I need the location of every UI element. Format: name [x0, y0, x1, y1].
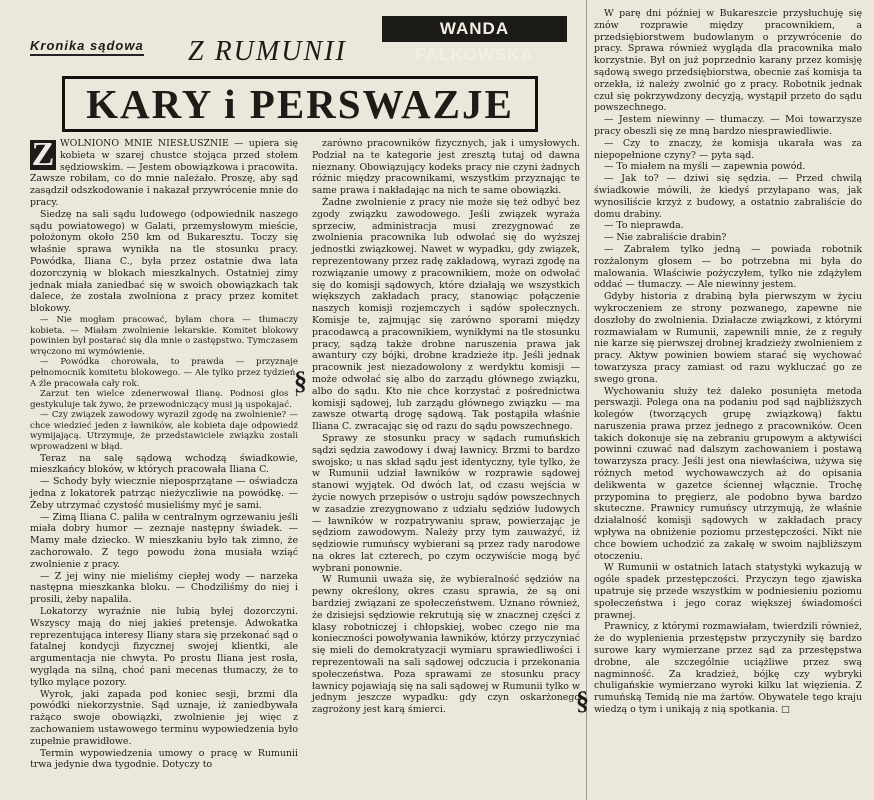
paragraph: — Jak to? — dziwi się sędzia. — Przed chwilą świadkowie mówili, że kiedyś przyłapano was, jak wynosiliście krzyż z budowy, a ostatnio zabraliście do domu drabiny.: [594, 173, 862, 220]
paragraph: W parę dni później w Bukareszcie przysłuchuję się znów rozprawie między pracownikiem, a przedsiębiorstwem budowlanym o przywrócenie do pracy. Sprawa również wygląda dla pracownika mało korzystnie. Był on już poprzednio karany przez komisję sądową swego przedsiębiorstwa, obecnie zaś komisja ta orzekła, iż należy zwolnić go z pracy. Robotnik jednak czuł się pokrzywdzony decyzją, wystąpił przeto do sądu powszechnego.: [594, 8, 862, 114]
paragraph: Teraz na salę sądową wchodzą świadkowie, mieszkańcy bloków, w których pracowała Iliana C.: [30, 452, 298, 476]
paragraph: — Jestem niewinny — tłumaczy. — Moi towarzysze pracy obeszli się ze mną bardzo niesprawiedliwie.: [594, 114, 862, 137]
paragraph: — Czy związek zawodowy wyraził zgodę na zwolnienie? — chce wiedzieć jeden z ławników, ale kobieta daje odpowiedź wymijającą. Utrzymuje, że przedstawiciele związku zostali wprowadzeni w błąd.: [30, 410, 298, 453]
column-divider: [586, 0, 587, 800]
paragraph: — Z jej winy nie mieliśmy ciepłej wody — narzeka następna mieszkanka bloku. — Chodziliśmy do niej i prosili, żeby napaliła.: [30, 570, 298, 606]
paragraph: Wychowaniu służy też daleko posunięta metoda perswazji. Polega ona na podaniu pod sąd najbliższych kolegów (tworzących grupę związkową) faktu naruszenia prawa przez jednego z pracowników. Ocen takich dokonuje się na zebraniu grupowym a aktywiści powinni czuwać nad dalszym zachowaniem i postawą towarzysza pracy. Jeśli jest ona niewłaściwa, używa się różnych metod wychowawczych aż do opisania delikwenta w gazetce ściennej włącznie. Trochę przypomina to pręgierz, ale podobno bywa bardzo skuteczne. Prawnicy rumuńscy utrzymują, że właśnie działalność komisji sądowych w zakładach pracy wpływa na obniżenie poziomu przestępczości. Nikt nie chce bowiem uchodzić za zakałę w swoim najbliższym otoczeniu.: [594, 385, 862, 562]
column-2: [312, 138, 580, 716]
subtitle: Z RUMUNII: [188, 36, 347, 67]
section-mark: §: [294, 366, 307, 395]
paragraph: — Schody były wiecznie nieposprzątane — oświadcza jedna z lokatorek patrząc nieżyczliwie na powódkę. — Żeby utrzymać czystość musieliśmy myć je sami.: [30, 476, 298, 511]
paragraph: Zarzut ten wielce zdenerwował Ilianę. Podnosi głos i gestykuluje tak żywo, że przewodniczący musi ją uspokajać.: [30, 389, 298, 410]
paragraph: Wyrok, jaki zapada pod koniec sesji, brzmi dla powódki niekorzystnie. Sąd uznaje, iż zaniedbywała rażąco swoje obowiązki, zwolnienie jej więc z zachowaniem ustawowego terminu wypowiedzenia było zupełnie prawidłowe.: [30, 688, 298, 747]
author-byline: WANDA FALKOWSKA: [382, 16, 567, 42]
paragraph: Lokatorzy wyraźnie nie lubią byłej dozorczyni. Wszyscy mają do niej jakieś pretensje. Adwokatka reprezentująca interesy Iliany stara się przekonać sąd o fatalnej kondycji fizycznej swojej klientki, ale argumentacja nie chwyta. Po prostu Iliana jest rosła, wygląda na silną, choć pani mecenas tłumaczy, że to tylko mylące pozory.: [30, 606, 298, 688]
paragraph: — Nie zabraliście drabin?: [604, 232, 727, 244]
paragraph: — Czy to znaczy, że komisja ukarała was za niepopełnione czyny? — pyta sąd.: [594, 137, 862, 161]
column-1: [30, 138, 298, 771]
paragraph: Termin wypowiedzenia umowy o pracę w Rumunii trwa jedynie dwa tygodnie. Dotyczy to: [30, 747, 298, 771]
paragraph: — Zabrałem tylko jedną — powiada robotnik rozżalonym głosem — bo potrzebna mi była do malowania. Właściwie pożyczyłem, tylko nie zdążyłem oddać — tłumaczy. — Ale niewinny jestem.: [594, 243, 862, 291]
paragraph: — Powódka chorowała, to prawda — przyznaje pełnomocnik komitetu blokowego. — Ale tylko przez tydzień. A źle pracowała cały rok.: [30, 357, 298, 389]
paragraph: Gdyby historia z drabiną była pierwszym w życiu wykroczeniem ze strony pozwanego, zapewne nie doszłoby do zwolnienia. Działacze związkowi, z którymi rozmawiałam w Rumunii, zapewnili mnie, że z reguły nie karze się pierwszej drobnej kradzieży zwolnieniem z pracy. Aktyw powinien bowiem starać się wychować towarzysza pracy zamiast od razu wykluczać go ze swego grona.: [594, 291, 862, 385]
paragraph: Żadne zwolnienie z pracy nie może się też odbyć bez zgody związku zawodowego. Jeśli związek wyraża sprzeciw, administracja musi zrezygnować ze zwolnienia pracownika lub odwołać się do wyższej jednostki związkowej. Nawet w wypadku, gdy związek, reprezentowany przez radę zakładową, wyrazi zgodę na rozwiązanie umowy z pracownikiem, może on odwołać się do komisji sądowych, które działają we wszystkich większych zakładach pracy, stanowiąc połączenie naszych komisji rozjemczych i sądów społecznych. Komisje te, zajmując się zarówno sporami między pracodawcą a pracownikiem, wynikłymi na tle stosunku pracy, sądzą także drobne naruszenia prawa jak awantury czy bójki, drobne kradzieże itp. Jeśli jednak pracownik jest niezadowolony z werdyktu komisji — może odwołać się albo do zarządu głównego związku, albo do sądu. Kto nie chce korzystać z pośrednictwa komisji sądowej, lub zarządu głównego związku — ma zawsze otwartą drogę sądową. Tak postąpiła właśnie Iliana C. zwracając się od razu do sądu powszechnego.: [312, 196, 580, 433]
paragraph: WOLNIONO MNIE NIESŁUSZNIE — upiera się kobieta w szarej chustce stojąca przed stołem sędziowskim. — Jestem obowiązkowa i pracowita. Zawsze robiłam, co do mnie należało. Proszę, aby sąd zasądził odszkodowanie i nakazał przywrócenie mnie do pracy.: [30, 138, 298, 208]
paragraph: W Rumunii w ostatnich latach statystyki wykazują w ogóle spadek przestępczości. Przyczyn tego zjawiska upatruje się przede wszystkim w podniesieniu poziomu społeczeństwa i jego coraz większej świadomości prawnej.: [594, 562, 862, 621]
paragraph: Prawnicy, z którymi rozmawiałam, twierdzili również, że do wyplenienia przestępstw przyczyniły się bardzo surowe kary wymierzane przez sąd za przestępstwa drobne, ale szczególnie uciążliwe przez swą nagminność. Za kradzież, bójkę czy wybryki chuligańskie wymierzano wyroki kilku lat więzienia. Z rumuńską Temidą nie ma żartów. Obywatele tego kraju wiedzą o tym i unikają z nią spotkania. □: [594, 621, 862, 716]
paragraph: — Nie mogłam pracować, byłam chora — tłumaczy kobieta. — Miałam zwolnienie lekarskie. Komitet blokowy powinien był postarać się dla mnie o zastępstwo. Tymczasem wręczono mi wymówienie.: [30, 314, 298, 357]
paragraph: W Rumunii uważa się, że wybieralność sędziów na pewny określony, okres czasu sprawia, że są oni bardziej związani ze społeczeństwem. Uznano również, że dzisiejsi sędziowie rekrutują się w znacznej części z klasy robotniczej i chłopskiej, wobec czego nie ma konieczności powoływania ławników, którzy przyczyniać się mieli do demokratyzacji wymiaru sprawiedliwości i reprezentowali na sali sądowej odczucia i przekonania społeczeństwa. Poza sprawami ze stosunku pracy ławnicy pojawiają się na sali sądowej w Rumunii tylko w jednym jeszcze wypadku: gdy czyn oskarżonego zagrożony jest karą śmierci.: [312, 574, 580, 716]
paragraph: Siedzę na sali sądu ludowego (odpowiednik naszego sądu powiatowego) w Galati, przemysłowym mieście, położonym około 250 km od Bukaresztu. Toczy się właśnie sprawa wynikła na tle stosunku pracy. Powódka, Iliana C., była przez ostatnie dwa lata dozorczynią w blokach mieszkalnych. Ostatniej zimy jednak miała zaniedbać się w swoich obowiązkach tak dalece, że została zwolniona z pracy przez komitet blokowy.: [30, 208, 298, 315]
paragraph: — To miałem na myśli — zapewnia powód.: [604, 161, 806, 173]
paragraph: — To nieprawda.: [604, 220, 684, 232]
section-label: Kronika sądowa: [30, 38, 144, 56]
section-mark: §: [576, 686, 589, 715]
drop-cap: Z: [31, 136, 55, 173]
paragraph: zarówno pracowników fizycznych, jak i umysłowych. Podział na te kategorie jest zresztą tutaj od dawna nieznany. Obowiązujący kodeks pracy nie czyni żadnych różnic między pracownikami, wszystkim przyznając te same prawa i nakładając na nich te same obowiązki.: [312, 138, 580, 197]
paragraph: Sprawy ze stosunku pracy w sądach rumuńskich sądzi sędzia zawodowy i dwaj ławnicy. Brzmi to bardzo swojsko; u nas skład sądu jest identyczny, tyle tylko, że w Rumunii udział ławników w rozprawie sądowej stanowi wyjątek. Od dwóch lat, od czasu wejścia w życie nowych przepisów o ustroju sądów powszechnych w zasadzie zrezygnowano z udziału sędziów ludowych — ławników w rozpatrywaniu spraw, powierzając je sędziom zawodowym. Należy przy tym zauważyć, iż sędziowie rumuńscy wybierani są przez rady narodowe na okres lat czterech, po czym oczywiście mogą być wybrani ponownie.: [312, 432, 580, 574]
article-title: KARY i PERSWAZJE: [62, 76, 538, 132]
column-3: [594, 8, 862, 716]
paragraph: — Zimą Iliana C. paliła w centralnym ogrzewaniu jeśli miała dobry humor — zeznaje następny świadek. — Mamy małe dziecko. W mieszkaniu było tak zimno, że zachorowało. Z tego powodu żona musiała wziąć zwolnienie z pracy.: [30, 511, 298, 570]
